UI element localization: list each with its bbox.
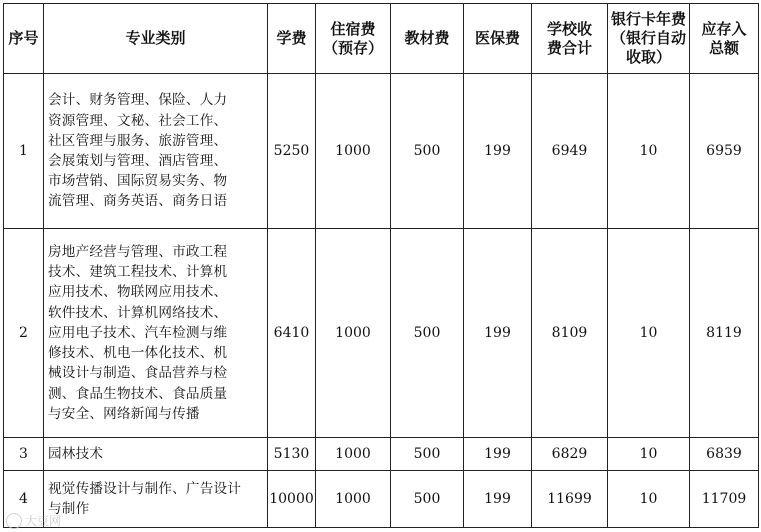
- cell-bank-card: 10: [608, 74, 690, 229]
- cell-tuition: 5250: [268, 74, 316, 229]
- cell-dorm: 1000: [316, 74, 391, 229]
- header-bank-card: 银行卡年费 （银行自动 收取）: [608, 4, 690, 74]
- fee-table: [3, 3, 759, 528]
- header-medical: 医保费: [464, 4, 532, 74]
- cell-medical: 199: [464, 229, 532, 438]
- cell-seq: 3: [4, 438, 44, 471]
- header-row: [4, 4, 759, 74]
- table-row: [4, 74, 759, 229]
- cell-category: 视觉传播设计与制作、广告设计 与制作: [44, 471, 268, 528]
- header-textbook: 教材费: [391, 4, 464, 74]
- cell-category: 园林技术: [44, 438, 268, 471]
- cell-tuition: 5130: [268, 438, 316, 471]
- watermark: [6, 512, 61, 530]
- cell-medical: 199: [464, 438, 532, 471]
- header-tuition: 学费: [268, 4, 316, 74]
- cell-deposit-total: 6839: [690, 438, 759, 471]
- cell-seq: 1: [4, 74, 44, 229]
- cell-dorm: 1000: [316, 229, 391, 438]
- cell-seq: 2: [4, 229, 44, 438]
- cell-seq: 4: [4, 471, 44, 528]
- cell-deposit-total: 8119: [690, 229, 759, 438]
- cell-textbook: 500: [391, 471, 464, 528]
- cell-bank-card: 10: [608, 229, 690, 438]
- watermark-text: 大豆网: [25, 513, 62, 528]
- header-deposit-total: 应存入 总额: [690, 4, 759, 74]
- cell-tuition: 6410: [268, 229, 316, 438]
- cell-deposit-total: 6959: [690, 74, 759, 229]
- header-school-total: 学校收 费合计: [532, 4, 608, 74]
- table-row: [4, 471, 759, 528]
- table-row: [4, 438, 759, 471]
- cell-bank-card: 10: [608, 438, 690, 471]
- header-dorm: 住宿费 （预存）: [316, 4, 391, 74]
- cell-medical: 199: [464, 74, 532, 229]
- cell-school-total: 6949: [532, 74, 608, 229]
- cell-school-total: 8109: [532, 229, 608, 438]
- table-row: [4, 229, 759, 438]
- cell-textbook: 500: [391, 438, 464, 471]
- cell-category: 会计、财务管理、保险、人力 资源管理、文秘、社会工作、 社区管理与服务、旅游管理、 会展策划与管理、酒店管理、 市场营销、国际贸易实务、物 流管理、商务英语、商务日语: [44, 74, 268, 229]
- cell-textbook: 500: [391, 229, 464, 438]
- cell-category: 房地产经营与管理、市政工程 技术、建筑工程技术、计算机 应用技术、物联网应用技术、 软件技术、计算机网络技术、 应用电子技术、汽车检测与维 修技术、机电一体化技术、机 械设计与制造、食品营养与检 测、食品生物技术、食品质量 与安全、网络新闻与传播: [44, 229, 268, 438]
- cell-dorm: 1000: [316, 438, 391, 471]
- cell-school-total: 11699: [532, 471, 608, 528]
- cell-deposit-total: 11709: [690, 471, 759, 528]
- cell-tuition: 10000: [268, 471, 316, 528]
- cell-bank-card: 10: [608, 471, 690, 528]
- header-seq: 序号: [4, 4, 44, 74]
- cell-textbook: 500: [391, 74, 464, 229]
- header-category: 专业类别: [44, 4, 268, 74]
- cell-dorm: 1000: [316, 471, 391, 528]
- cell-medical: 199: [464, 471, 532, 528]
- cell-school-total: 6829: [532, 438, 608, 471]
- watermark-logo-icon: [6, 513, 22, 529]
